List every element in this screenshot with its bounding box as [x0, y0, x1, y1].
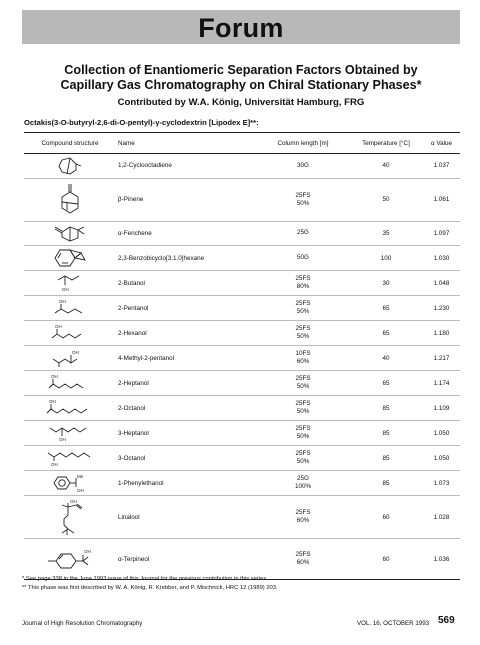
compound-name: 2-Hexanol: [116, 321, 257, 346]
volume-info: VOL. 16, OCTOBER 1993: [357, 620, 430, 627]
cyclooctadiene-structure: [53, 156, 87, 176]
page-number: 569: [438, 615, 455, 626]
column-length-value: 25FS: [295, 191, 311, 199]
article-title: [20, 63, 462, 93]
structure-cell: [24, 371, 116, 396]
column-length: [257, 271, 349, 296]
structure-cell: [24, 539, 116, 580]
compound-name: 2-Octanol: [116, 396, 257, 421]
table-row: [24, 246, 460, 271]
hydroxyl-label: OH: [70, 499, 77, 504]
table-row: [24, 321, 460, 346]
column-length-value: 25FS: [295, 275, 311, 282]
structure-cell: [24, 496, 116, 539]
structure-cell: [24, 246, 116, 271]
table-row: [24, 421, 460, 446]
column-length-value: 25FS: [295, 450, 311, 457]
alpha-value: 1.050: [423, 421, 460, 446]
structure-cell: [24, 154, 116, 179]
column-coating-value: 100%: [294, 483, 312, 490]
2-octanol-structure: [46, 397, 94, 419]
column-length: [257, 154, 349, 179]
structure-cell: [24, 396, 116, 421]
column-length-value: 10FS: [295, 350, 311, 357]
column-coating-value: 50%: [296, 383, 310, 390]
2-butanol-structure: [52, 272, 88, 294]
temperature-value: 50: [349, 178, 423, 221]
3-heptanol-structure: [48, 422, 92, 444]
column-coating-value: 80%: [296, 283, 310, 290]
compound-name: 1-Phenylethanol: [116, 471, 257, 496]
table-row: [24, 346, 460, 371]
temperature-value: 40: [349, 346, 423, 371]
temperature-value: 65: [349, 296, 423, 321]
table-row: [24, 496, 460, 539]
column-length: [257, 221, 349, 246]
column-length: [257, 178, 349, 221]
3-octanol-structure: [46, 447, 94, 469]
1-phenylethanol-structure: [50, 472, 90, 494]
hydroxyl-label: OH: [51, 462, 58, 467]
2-heptanol-structure: [48, 372, 92, 394]
header-temperature: Temperature [°C]: [349, 133, 423, 154]
alpha-value: 1.109: [423, 396, 460, 421]
temperature-value: 65: [349, 371, 423, 396]
temperature-value: 85: [349, 396, 423, 421]
forum-banner: [22, 10, 460, 44]
column-length-value: 25FS: [295, 300, 311, 307]
table-row: [24, 154, 460, 179]
compound-name: 2,3-Benzobicyclo[3.1.0]hexane: [116, 246, 257, 271]
table-row: [24, 221, 460, 246]
column-length: [257, 321, 349, 346]
hydroxyl-label: OH: [49, 399, 56, 404]
compound-name: 2-Butanol: [116, 271, 257, 296]
hydroxyl-label: OH: [72, 350, 79, 355]
structure-cell: [24, 296, 116, 321]
alpha-value: 1.073: [423, 471, 460, 496]
column-length-value: 50G: [297, 254, 309, 261]
temperature-value: 40: [349, 154, 423, 179]
column-length: [257, 246, 349, 271]
hydroxyl-label: OH: [55, 324, 62, 329]
alpha-value: 1.037: [423, 154, 460, 179]
column-length-value: 25G: [297, 475, 309, 482]
compound-name: 2-Heptanol: [116, 371, 257, 396]
column-coating-value: 50%: [296, 199, 310, 207]
title-line-2: Capillary Gas Chromatography on Chiral Stationary Phases*: [60, 78, 422, 92]
compound-name: β-Pinene: [116, 178, 257, 221]
footnote-2: ** This phase was first described by W. A. König, R. Krebber, and P. Mischnick, HRC 12 (1989) 203.: [22, 585, 278, 591]
alpha-terpineol-structure: [46, 547, 94, 571]
footnote-1: * See page 338 in the June 1993 issue of this Journal for the previous contribution in this series.: [22, 576, 268, 582]
column-length-value: 25FS: [295, 375, 311, 382]
hydroxyl-label: OH: [51, 374, 58, 379]
alpha-fenchene-structure: [52, 223, 88, 243]
alpha-value: 1.217: [423, 346, 460, 371]
column-length: [257, 396, 349, 421]
column-coating-value: 60%: [296, 517, 310, 524]
structure-cell: [24, 321, 116, 346]
table-row: [24, 471, 460, 496]
compound-name: Linalool: [116, 496, 257, 539]
table-header-row: [24, 133, 460, 154]
compound-name: α-Terpineol: [116, 539, 257, 580]
column-coating-value: 50%: [296, 458, 310, 465]
alpha-value: 1.061: [423, 178, 460, 221]
banner-title: Forum: [198, 13, 284, 43]
compound-name: 3-Octanol: [116, 446, 257, 471]
beta-pinene-structure: [55, 182, 85, 218]
table-row: [24, 271, 460, 296]
column-length-value: 25FS: [295, 325, 311, 332]
temperature-value: 85: [349, 421, 423, 446]
title-line-1: Collection of Enantiomeric Separation Factors Obtained by: [64, 63, 418, 77]
methyl-label: Me: [77, 474, 84, 479]
column-length: [257, 421, 349, 446]
alpha-value: 1.174: [423, 371, 460, 396]
column-length-value: 30G: [297, 161, 309, 169]
column-coating-value: 50%: [296, 308, 310, 315]
header-column-length: Column length [m]: [257, 133, 349, 154]
alpha-value: 1.030: [423, 246, 460, 271]
header-name: Name: [116, 133, 257, 154]
alpha-value: 1.180: [423, 321, 460, 346]
stationary-phase-heading: Octakis(3-O-butyryl-2,6-di-O-pentyl)-γ-cyclodextrin [Lipodex E]**:: [24, 118, 259, 127]
hydroxyl-label: OH: [62, 287, 69, 292]
table-row: [24, 396, 460, 421]
hydroxyl-label: OH: [84, 549, 91, 554]
table-row: [24, 539, 460, 580]
column-length: [257, 346, 349, 371]
table-row: [24, 296, 460, 321]
column-length-value: 25FS: [295, 425, 311, 432]
temperature-value: 85: [349, 471, 423, 496]
header-structure: Compound structure: [24, 133, 116, 154]
structure-cell: [24, 471, 116, 496]
structure-cell: [24, 346, 116, 371]
alpha-value: 1.050: [423, 446, 460, 471]
table-row: [24, 178, 460, 221]
hydroxyl-label: OH: [77, 488, 84, 493]
column-length-value: 25FS: [295, 551, 311, 558]
compound-name: 3-Heptanol: [116, 421, 257, 446]
temperature-value: 85: [349, 446, 423, 471]
header-alpha: α Value: [423, 133, 460, 154]
column-coating-value: 60%: [296, 358, 310, 365]
separation-factor-table: [24, 132, 460, 580]
temperature-value: 100: [349, 246, 423, 271]
alpha-value: 1.048: [423, 271, 460, 296]
compound-name: 1,2-Cyclooctadiene: [116, 154, 257, 179]
structure-cell: [24, 421, 116, 446]
structure-cell: [24, 446, 116, 471]
benzobicyclohexane-structure: [50, 247, 90, 269]
footnotes: [22, 575, 278, 593]
alpha-value: 1.028: [423, 496, 460, 539]
column-length-value: 25G: [297, 229, 309, 237]
structure-cell: [24, 271, 116, 296]
contributor-line: Contributed by W.A. König, Universität Hamburg, FRG: [117, 97, 365, 108]
table-row: [24, 371, 460, 396]
temperature-value: 65: [349, 321, 423, 346]
alpha-value: 1.097: [423, 221, 460, 246]
column-coating-value: 50%: [296, 433, 310, 440]
column-length-value: 25FS: [295, 400, 311, 407]
temperature-value: 60: [349, 539, 423, 580]
column-length: [257, 296, 349, 321]
hydroxyl-label: OH: [59, 299, 66, 304]
column-length: [257, 539, 349, 580]
4-methyl-2-pentanol-structure: [50, 347, 90, 369]
temperature-value: 35: [349, 221, 423, 246]
alpha-value: 1.230: [423, 296, 460, 321]
temperature-value: 60: [349, 496, 423, 539]
journal-name: Journal of High Resolution Chromatography: [22, 620, 143, 627]
column-coating-value: 60%: [296, 559, 310, 566]
temperature-value: 30: [349, 271, 423, 296]
column-length: [257, 471, 349, 496]
structure-cell: [24, 221, 116, 246]
compound-name: 4-Methyl-2-pentanol: [116, 346, 257, 371]
hydroxyl-label: OH: [59, 437, 66, 442]
column-coating-value: 50%: [296, 408, 310, 415]
structure-cell: [24, 178, 116, 221]
compound-name: α-Fenchene: [116, 221, 257, 246]
column-length: [257, 371, 349, 396]
2-hexanol-structure: [50, 322, 90, 344]
linalool-structure: [52, 497, 88, 537]
column-coating-value: 50%: [296, 333, 310, 340]
table-row: [24, 446, 460, 471]
column-length: [257, 446, 349, 471]
alpha-value: 1.036: [423, 539, 460, 580]
column-length: [257, 496, 349, 539]
2-pentanol-structure: [52, 297, 88, 319]
column-length-value: 25FS: [295, 509, 311, 516]
compound-name: 2-Pentanol: [116, 296, 257, 321]
